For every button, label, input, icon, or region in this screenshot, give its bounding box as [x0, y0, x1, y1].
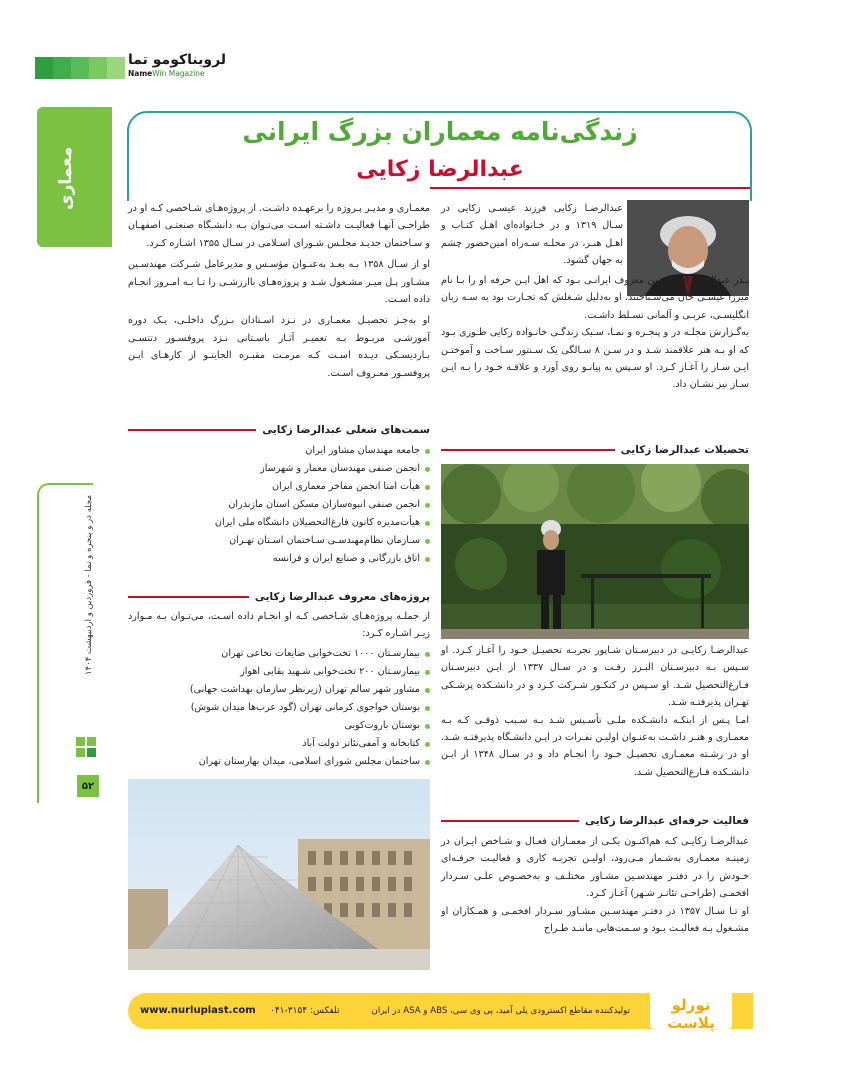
intro-text: [441, 200, 623, 270]
sponsor-telfax: تلفکس: ۳۱۵۴-۰۴۱: [270, 1006, 340, 1016]
heading-rule: [441, 449, 615, 451]
heading-rule: [128, 429, 256, 431]
intro-paragraph-3: به‌گـزارش مجلـه در و پنجـره و نمـا، سـبک زندگـی خانـواده زکایی طـوری بـود که او بـه هنر علاقمند شـد و در سـن ۸ سـالگی یک سـنتور سـاخت و آموختـن ایـن سـاز را آغـاز کـرد. او سـپس به پیانـو روی آورد و علاقـه خـود را بـه ایـن سـاز نیز نشـان داد.: [441, 327, 749, 391]
project-list-item: بیمارسـتان ۲۰۰ تخت‌خوابی شـهید بقایی اهواز: [128, 663, 430, 681]
career-paragraph-1: عبدالرضـا زکایـی کـه هم‌اکنـون یکـی از معمـاران فعـال و شـاخص ایـران در زمینـه معمـاری به‌شـمار مـی‌رود، اولیـن تجربـه کاری و فعالیـت حرفـه‌ای خـودش را در دفتـر مهندسـین مشـاور مختلـف و به‌خصـوص علـی سـردار افخمـی (طراحـی تئاتـر شـهر) آغـاز کـرد.: [441, 836, 749, 900]
position-list-item: انجمن صنفی انبوه‌سازان مسکن استان مازندران: [128, 496, 430, 514]
heading-rule: [441, 820, 579, 822]
subtitle-underline: [430, 187, 750, 189]
career-continued-paragraph-3: او به‌جـز تحصیـل معمـاری در نـزد اسـتادان بـزرگ داخلـی، یـک دوره آموزشـی مربـوط بـه تعمیـر آثـار باسـتانی نـزد پروفسـور دتتسـی بـاردیسـکی دیـده اسـت کـه مرمـت مقبـره الجایتـو از کارهـای ایـن پروفسـور معـروف اسـت.: [128, 315, 430, 379]
position-list-item: انجمن صنفی مهندسان معمار و شهرساز: [128, 460, 430, 478]
position-list-item: جامعه مهندسان مشاور ایران: [128, 442, 430, 460]
page-subtitle: عبدالرضا زکایی: [356, 157, 524, 182]
projects-intro: از جملـه پروژه‌هـای شـاخصی کـه او انجـام داده اسـت، می‌تـوان بـه مـوارد زیـر اشـاره کـرد:: [128, 611, 430, 640]
projects-list: [128, 645, 430, 771]
page-number: ۵۲: [77, 775, 99, 797]
issue-label: مجله در و پنجره و نما - فروردین و اردیبهشت ۱۴۰۴: [84, 495, 94, 676]
education-paragraph-2: امـا پـس از اینکـه دانشـکده ملـی تأسـیس شـد بـه سـبب ذوقـی کـه بـه معمـاری و هنـر داشـت به‌عنـوان اولیـن نفـرات در ایـن دانشـگاه پذیرفتـه شـد. او در رشـته معمـاری تحصیـل خـود را انجـام داد و در سـال ۱۳۴۸ از ایـن دانشـکده فـارغ‌التحصیل شـد.: [441, 714, 749, 778]
career-continued-text: [128, 200, 430, 382]
career-continued-paragraph-2: او از سـال ۱۳۵۸ بـه بعـد به‌عنـوان مؤسـس و مدیرعامل شـرکت مهندسـین مشـاور پـل میـر مشـغول شـد و پروژه‌هـای باارزشـی را تـا بـه امـروز انجـام داده اسـت.: [128, 259, 430, 306]
project-list-item: کتابخانه و آمفی‌تئاتر دولت آباد: [128, 735, 430, 753]
career-continued-paragraph-1: معمـاری و مدیـر پـروژه را برعهـده داشـت. از پروژه‌هـای شـاخصی کـه او در طراحـی آنهـا فعالیـت داشـته اسـت می‌تـوان بـه دانشـگاه صنعتـی اصفهـان و سـاختمان جدیـد مجلـس شـورای اسـلامی در سـال ۱۳۵۵ اشـاره کـرد.: [128, 203, 430, 249]
project-list-item: بوستان باروت‌کوبی: [128, 717, 430, 735]
logo-en: NameWin Magazine: [128, 69, 205, 78]
project-list-item: مشاور شهر سالم تهران (زیرنظر سازمان بهداشت جهانی): [128, 681, 430, 699]
positions-heading: [128, 424, 430, 436]
career-heading-text: فعالیت حرفه‌ای عبدالرضا زکایی: [585, 815, 749, 827]
project-list-item: ساختمان مجلس شورای اسلامی، میدان بهارستان تهران: [128, 753, 430, 771]
education-heading-text: تحصیلات عبدالرضا زکایی: [620, 444, 749, 456]
career-heading: [441, 815, 749, 827]
position-list-item: اتاق بازرگانی و صنایع ایران و فرانسه: [128, 550, 430, 568]
sponsor-description: تولیدکننده مقاطع اکسترودی یلی آمید، پی وی سی، ABS و ASA در ایران: [371, 1006, 630, 1016]
magazine-logo: [128, 52, 248, 78]
heading-rule: [128, 596, 249, 598]
page-title: زندگی‌نامه معماران بزرگ ایرانی: [242, 117, 638, 146]
sponsor-logo-text: نورلو پلاست: [667, 996, 715, 1032]
project-list-item: بیمارسـتان ۱۰۰۰ تخت‌خوابی ضایعات نخاعی تهران: [128, 645, 430, 663]
intro-paragraph-2: پـدر عبدالرضـا از تاجـرین معروف ایرانـی بـود که اهل ایـن حرفه او را بـا نام میرزا عیسـی خان می‌شـناختند. او به‌دلیل شـغلش که تجـارت بود به سـه زبان انگلیسـی، عربـی و آلمانی تسـلط داشـت.: [441, 275, 749, 321]
project-list-item: بوستان خواجوی کرمانی تهران (گود عرب‌ها میدان شوش): [128, 699, 430, 717]
logo-fa: لرویناکومو تما: [128, 52, 227, 68]
education-heading: [441, 444, 749, 456]
projects-heading-text: پروژه‌های معروف عبدالرضا زکایی: [254, 591, 430, 603]
intro-text-wide: [441, 272, 749, 394]
projects-heading: [128, 591, 430, 603]
position-list-item: سـازمان نظام‌مهندسـی سـاختمان اسـتان تهـران: [128, 532, 430, 550]
window-icon: [76, 737, 102, 759]
building-photo: [128, 779, 430, 970]
positions-list: [128, 442, 430, 568]
career-text: [441, 833, 749, 937]
sponsor-website-link[interactable]: www.nurluplast.com: [140, 1005, 256, 1016]
section-tab-label: معماری: [56, 146, 76, 210]
garden-photo: [441, 464, 749, 639]
education-paragraph-1: عبدالرضـا زکایـی در دبیرسـتان شـاپور تجربـه تحصیـل خـود را آغـاز کـرد. او سـپس بـه دبیرسـتان البـرز رفـت و در سـال ۱۳۳۷ از ایـن دبیرسـتان فـارغ‌التحصیل شـد. او سـپس در کنکـور شـرکت کـرد و در دانشـکده پزشـکی تهـران پذیرفتـه شـد.: [441, 645, 749, 709]
position-list-item: هیأت امنا انجمن مفاخر معماری ایران: [128, 478, 430, 496]
career-paragraph-2: او تـا سـال ۱۳۵۷ در دفتـر مهندسـین مشـاور سـردار افخمـی و همـکاران او مشـغول بـه فعالیـت بـود و سـمت‌هایی ماننـد طـراح: [441, 905, 750, 935]
positions-heading-text: سمت‌های شغلی عبدالرضا زکایی: [262, 424, 430, 436]
education-text: [441, 642, 749, 781]
position-list-item: هیأت‌مدیره کانون فارغ‌التحصیلان دانشگاه ملی ایران: [128, 514, 430, 532]
intro-paragraph-1: عبدالرضـا زکایی فرزند عیسـی زکایی در سـال ۱۳۱۹ و در خـانواده‌ای اهـل کتـاب و اهـل هنـر، در محلـه سـه‌راه امین‌حضور چشم به جهان گشود.: [441, 203, 623, 267]
brand-color-bar: [35, 57, 125, 79]
